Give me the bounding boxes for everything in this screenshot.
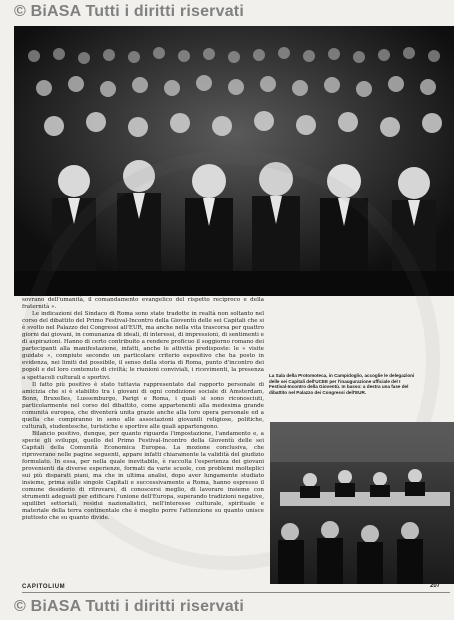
article-paragraph: Il fatto più positivo è stato tuttavia rappresentato dal rapporto personale di amicizia che si è stabilito tra i giovani di ogni condizione sociale di Amsterdam, Bonn, Bruxelles, Lussemburgo, Parigi e Roma, i quali si sono riconosciuti, particolarmente nel corso del dibattito, come appartenenti alla medesima grande comunità europea, che diventerà unita grazie anche alla loro opera personale ed a quella che compiranno in seno alle associazioni giovanili religiose, politiche, culturali, studentesche, turistiche e sportive alle quali appartengono. xyxy=(22,381,264,430)
photo-crowd xyxy=(14,26,454,296)
article-paragraph: Bilancio positivo, dunque, per quanto riguarda l'impostazione, l'andamento e, a specie gli sviluppi, quello del Primo Festival-Incontro della Gioventù delle sei Capitali della Comunità Economica Europea. La mozione conclusiva, che riproverano nelle pagine seguenti, appare infatti chiaramente la validità del giudizio formulato. In essa, per nella quale inevitabile, è raccolta l'esperienza dei giovani provenienti da diverse esperienze, formati da varie scuole, con problemi molteplici sui più disparati piani, ma che in ultima analisi, dopo aver lungamente studiato insieme, prima sulle singole Capitali e successivamente a Roma, hanno espresso il comune desiderio di ritrovarsi, di conoscersi meglio, di lavorare insieme con strumenti adeguati per edificare l'unione dell'Europa, superando tradizioni negative, squilibri settoriali, residui nazionalistici, nell'interesse culturale, spirituale e materiale della terra continentale che è meglio porre l'attenzione su quanto unisce piuttosto che su quanto divide. xyxy=(22,430,264,522)
article-paragraph: Le indicazioni del Sindaco di Roma sono state tradotte in realtà non soltanto nel corso del dibattito del Primo Festival-Incontro della Gioventù delle sei Capitali che si è svolto nel Palazzo dei Congressi all'EUR, ma anche nella vita trascorsa per quattro giorni dai giovani, in comunanza di ideali, di interessi, di impressioni, di sentimenti e di aspirazioni. Hanno di certo contribuito a rendere proficuo il soggiorno romano dei partecipanti alla manifestazione, infatti, anche le attività predisposte: le « visite guidate », compiute secondo un particolare criterio espositivo che ha posto in evidenza, nei limiti del possibile, il senso della storia di Roma, punto d'incontro dei popoli e del loro contenuto di civiltà; le riunioni conviviali, i ricevimenti, la presenza a spettacoli culturali e sportivi. xyxy=(22,311,264,381)
article-paragraph: sovrano dell'umanità, il comandamento evangelico del rispetto reciproco e della fraternità ». xyxy=(22,297,264,311)
copyright-watermark-bottom: © BiASA Tutti i diritti riservati xyxy=(14,598,244,615)
page-number: 207 xyxy=(430,583,441,589)
footer-divider xyxy=(22,592,450,593)
photo-crowd-drawing xyxy=(14,26,454,296)
photo-meeting-drawing xyxy=(270,422,454,584)
photo-meeting xyxy=(270,422,454,584)
article-body xyxy=(22,297,264,523)
photo-caption: La Sala della Protomoteca, in Campidoglio, accoglie le delegazioni delle sei Capitali dell'UCEE per l'inaugurazione ufficiale del I Festival-Incontro della Gioventù. In basso: a destra una fase del dibattito nel Palazzo dei Congressi dell'EUR. xyxy=(269,373,415,396)
copyright-watermark-top: © BiASA Tutti i diritti riservati xyxy=(14,3,244,20)
magazine-name: CAPITOLIUM xyxy=(22,584,66,590)
